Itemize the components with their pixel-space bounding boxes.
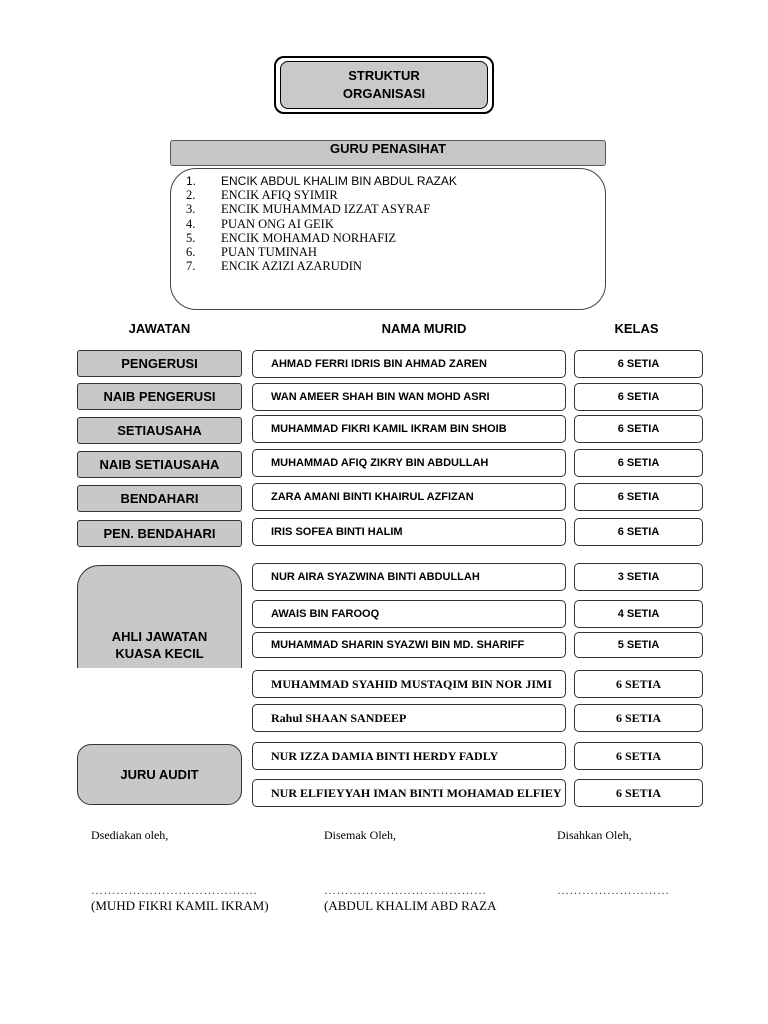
position-naib-setiausaha: NAIB SETIAUSAHA [77, 451, 242, 478]
position-juru-audit: JURU AUDIT [77, 744, 242, 805]
class-cell: 6 SETIA [574, 704, 703, 732]
position-ajk [77, 565, 242, 668]
approved-by-label: Disahkan Oleh, [557, 828, 632, 842]
prepared-by-name: (MUHD FIKRI KAMIL IKRAM) [91, 898, 269, 913]
class-cell: 6 SETIA [574, 779, 703, 807]
list-item: 3. ENCIK MUHAMMAD IZZAT ASYRAF [186, 202, 431, 217]
name-cell: ZARA AMANI BINTI KHAIRUL AZFIZAN [252, 483, 566, 511]
name-cell: NUR IZZA DAMIA BINTI HERDY FADLY [252, 742, 566, 770]
title-line1: STRUKTUR [348, 68, 420, 83]
class-cell: 6 SETIA [574, 350, 703, 378]
name-cell: Rahul SHAAN SANDEEP [252, 704, 566, 732]
name-cell: MUHAMMAD SHARIN SYAZWI BIN MD. SHARIFF [252, 632, 566, 658]
list-item: 5. ENCIK MOHAMAD NORHAFIZ [186, 230, 396, 245]
class-cell: 5 SETIA [574, 632, 703, 658]
ajk-label-line1: AHLI JAWATAN [111, 629, 208, 644]
checked-signature-line: ………………………………… [324, 883, 487, 897]
class-cell: 6 SETIA [574, 670, 703, 698]
list-item: 7. ENCIK AZIZI AZARUDIN [186, 259, 362, 274]
name-cell: WAN AMEER SHAH BIN WAN MOHD ASRI [252, 383, 566, 411]
approved-signature-line: ……………………… [557, 883, 670, 897]
ajk-label-line2: KUASA KECIL [115, 646, 204, 661]
name-cell: IRIS SOFEA BINTI HALIM [252, 518, 566, 546]
name-cell: NUR ELFIEYYAH IMAN BINTI MOHAMAD ELFIEY [252, 779, 566, 807]
class-cell: 6 SETIA [574, 383, 703, 411]
list-item: 1. ENCIK ABDUL KHALIM BIN ABDUL RAZAK [186, 174, 457, 188]
name-cell: MUHAMMAD FIKRI KAMIL IKRAM BIN SHOIB [252, 415, 566, 443]
page-title [280, 61, 488, 109]
list-item: 4. PUAN ONG AI GEIK [186, 216, 334, 231]
title-line2: ORGANISASI [342, 86, 426, 101]
name-cell: NUR AIRA SYAZWINA BINTI ABDULLAH [252, 563, 566, 591]
list-item: 6. PUAN TUMINAH [186, 245, 317, 260]
advisor-heading: GURU PENASIHAT [170, 140, 606, 166]
class-cell: 4 SETIA [574, 600, 703, 628]
checked-by-label: Disemak Oleh, [324, 828, 396, 842]
column-header-nama: NAMA MURID [381, 321, 467, 336]
advisor-list [186, 174, 586, 273]
class-cell: 3 SETIA [574, 563, 703, 591]
name-cell: MUHAMMAD AFIQ ZIKRY BIN ABDULLAH [252, 449, 566, 477]
name-cell: MUHAMMAD SYAHID MUSTAQIM BIN NOR JIMI [252, 670, 566, 698]
position-pen-bendahari: PEN. BENDAHARI [77, 520, 242, 547]
position-setiausaha: SETIAUSAHA [77, 417, 242, 444]
column-header-jawatan: JAWATAN [128, 321, 191, 336]
class-cell: 6 SETIA [574, 483, 703, 511]
position-naib-pengerusi: NAIB PENGERUSI [77, 383, 242, 410]
prepared-by-label: Dsediakan oleh, [91, 828, 169, 842]
checked-by-name: (ABDUL KHALIM ABD RAZA [324, 898, 497, 913]
name-cell: AHMAD FERRI IDRIS BIN AHMAD ZAREN [252, 350, 566, 378]
list-item: 2. ENCIK AFIQ SYIMIR [186, 188, 338, 203]
class-cell: 6 SETIA [574, 449, 703, 477]
position-pengerusi: PENGERUSI [77, 350, 242, 377]
name-cell: AWAIS BIN FAROOQ [252, 600, 566, 628]
class-cell: 6 SETIA [574, 415, 703, 443]
class-cell: 6 SETIA [574, 518, 703, 546]
position-bendahari: BENDAHARI [77, 485, 242, 512]
column-header-kelas: KELAS [614, 321, 659, 336]
prepared-signature-line: …………………………………. [91, 883, 257, 897]
class-cell: 6 SETIA [574, 742, 703, 770]
